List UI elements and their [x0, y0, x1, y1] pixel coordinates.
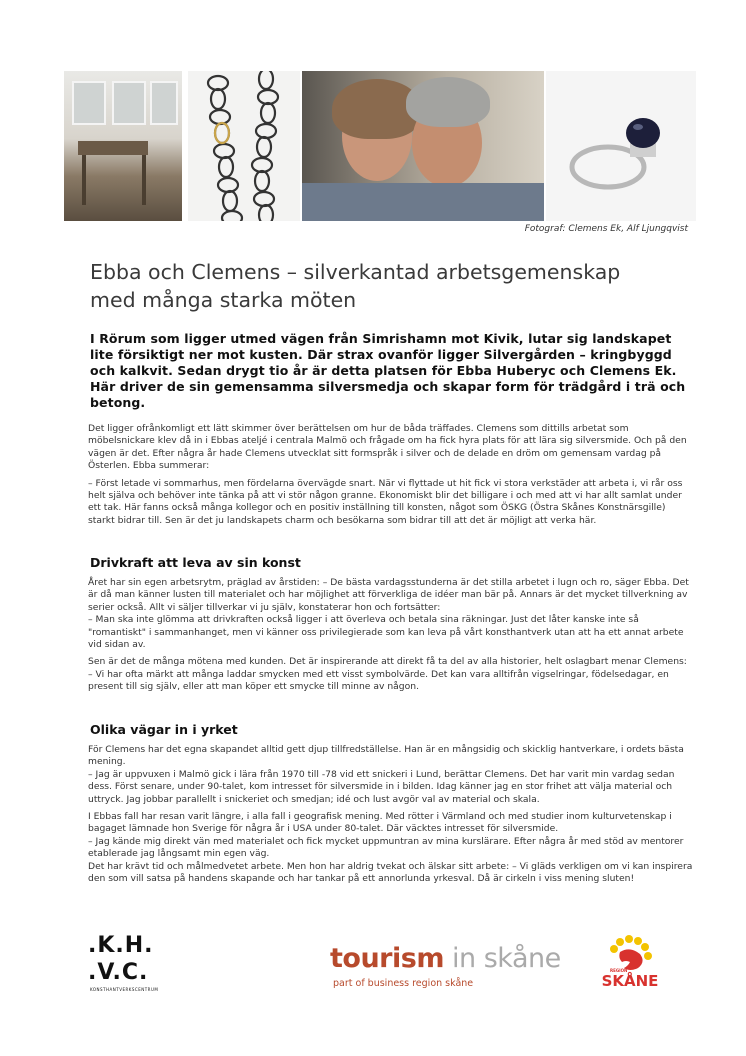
- photo-caption: Fotograf: Clemens Ek, Alf Ljungqvist: [524, 224, 688, 234]
- article-title: [90, 258, 690, 314]
- khvc-logo-subtitle: KONSTHANTVERKSCENTRUM: [90, 987, 159, 992]
- section-drivkraft: [88, 577, 694, 699]
- paragraph: Sen är det de många mötena med kunden. Det är inspirerande att direkt få ta del av alla historier, helt oslagbart menar Clemens: – Vi har ofta märkt att många laddar smycken med ett visst symbolvärde. Det kan vara alltifrån vigselringar, födelsedagar, en present till sig själv, eller att man köper ett smycke till minne av någon.: [88, 656, 687, 693]
- section-intro: [88, 423, 694, 532]
- studio-photo: [64, 71, 182, 221]
- title-line-2: med många starka möten: [90, 288, 357, 312]
- ring-photo: [546, 71, 696, 221]
- region-label: REGION: [610, 968, 628, 973]
- section-heading-drivkraft: Drivkraft att leva av sin konst: [90, 555, 301, 570]
- paragraph: Det ligger ofrånkomligt ett lätt skimmer över berättelsen om hur de båda träffades. Clemens som dittills arbetat som möbelsnickare klev då in i Ebbas ateljé i centrala Malmö och frågade om ha fick hyra plats för att lära sig silversmide. Och på den vägen är det. Efter några år hade Clemens utvecklat sitt formspråk i silver och de delade en dröm om gemensam vardag på Österlen. Ebba summerar:: [88, 423, 687, 472]
- tourism-in-skane-logo: tourism in skåne: [330, 943, 561, 974]
- chain-photo: [188, 71, 300, 221]
- tourism-logo-subtitle: part of business region skåne: [333, 978, 474, 989]
- title-line-1: Ebba och Clemens – silverkantad arbetsgemenskap: [90, 260, 621, 284]
- paragraph: För Clemens har det egna skapandet alltid gett djup tillfredställelse. Han är en mångsidig och skicklig hantverkare, i ordets bästa mening. – Jag är uppvuxen i Malmö gick i lära från 1970 till -78 vid ett snickeri i Lund, berättar Clemens. Det har varit min vardag sedan dess. Först senare, under 90-talet, kom intresset för silversmide in i bilden. Idag känner jag en stor frihet att välja material och uttryck. Jag jobbar parallellt i snickeriet och smedjan; idé och lust avgör val av material och skala.: [88, 744, 684, 805]
- section-heading-vagar: Olika vägar in i yrket: [90, 722, 238, 737]
- region-skane-wordmark: SKÅNE: [601, 972, 659, 990]
- section-vagar: [88, 744, 694, 890]
- khvc-logo: .K.H. .V.C.: [88, 933, 154, 985]
- photo-strip: [64, 71, 696, 221]
- article-lead: I Rörum som ligger utmed vägen från Simrishamn mot Kivik, lutar sig landskapet lite försiktigt ner mot kusten. Där strax ovanför ligger Silvergården – kringbyggd och kalkvit. Sedan drygt tio år är detta platsen för Ebba Huberyc och Clemens Ek. Här driver de sin gemensamma silversmedja och skapar form för trädgård i trä och betong.: [90, 331, 686, 410]
- paragraph: Året har sin egen arbetsrytm, präglad av årstiden: – De bästa vardagsstunderna är det stilla arbetet i lugn och ro, säger Ebba. Det är då man känner lusten till materialet och har möjlighet att förverkliga de idéer man bär på. Annars är det mycket tillverkning av serier också. Allt vi säljer tillverkar vi ju själv, konstaterar hon och fortsätter: – Man ska inte glömma att drivkraften också ligger i att överleva och betala sina räkningar. Just det låter kanske inte så "romantiskt" i sammanhanget, men vi känner oss privilegierade som kan leva på vårt konsthantverk utan att ha ett annat arbete vid sidan av.: [88, 577, 689, 651]
- paragraph: – Först letade vi sommarhus, men fördelarna övervägde snart. När vi flyttade ut hit fick vi stora verkstäder att arbeta i, vi rår oss helt själva och behöver inte tänka på att vi stör någon granne. Ekonomiskt blir det billigare i och med att vi har allt samlat under ett tak. Här fanns också många kollegor och en positiv inställning till konsten, något som ÖSKG (Östra Skånes Konstnärsgille) starkt bidrar till. Sen är det ju landskapets charm och besökarna som bidrar till att det är möjligt att verka här.: [88, 477, 683, 526]
- portrait-photo: [302, 71, 544, 221]
- paragraph: I Ebbas fall har resan varit längre, i alla fall i geografisk mening. Med rötter i Värmland och med studier inom kulturvetenskap i bagaget lämnade hon Sverige för några år i USA under 80-talet. Där väcktes intresset för silversmide. – Jag kände mig direkt vän med materialet och fick mycket uppmuntran av mina kurslärare. Efter några år med stöd av mentorer etablerade jag långsamt min egen väg. Det har krävt tid och målmedvetet arbete. Men hon har aldrig tvekat och älskar sitt arbete: – Vi gläds verkligen om vi kan inspirera den som vill satsa på handens skapande och har tankar på ett annorlunda yrkesval. Då är cirkeln i viss mening sluten!: [88, 811, 693, 885]
